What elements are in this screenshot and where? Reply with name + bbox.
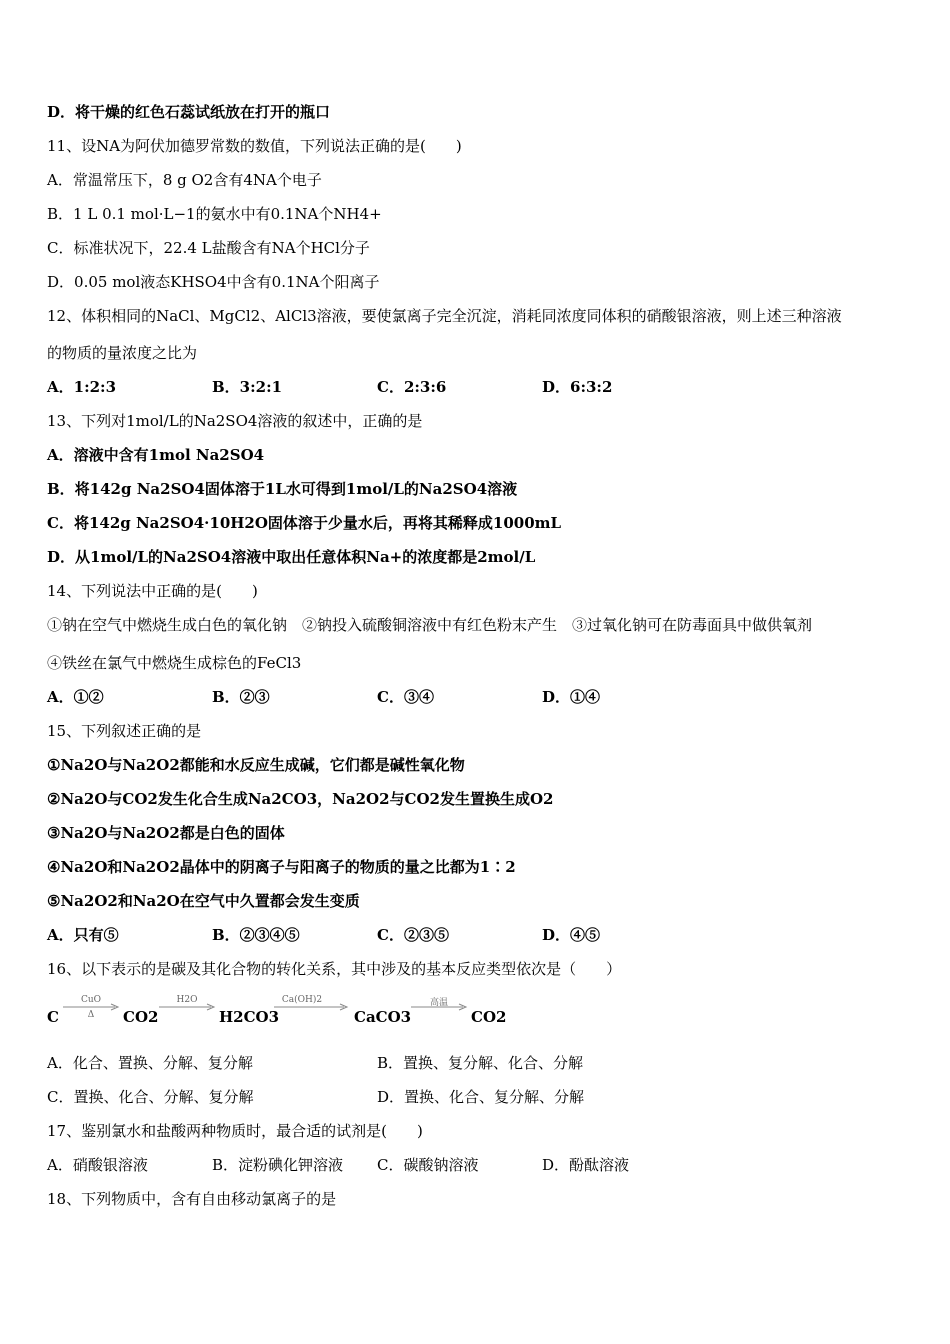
- arrow-2-icon: [157, 1001, 217, 1013]
- q11-option-c: C．标准状况下，22.4 L盐酸含有NA个HCl分子: [47, 239, 370, 257]
- species-co2-final: CO2: [471, 1008, 507, 1026]
- q14-option-c: C．③④: [377, 688, 434, 706]
- species-co2: CO2: [123, 1008, 159, 1026]
- q14-items-line2: ④铁丝在氯气中燃烧生成棕色的FeCl3: [47, 654, 302, 672]
- reaction-arrow-1: [61, 995, 121, 1035]
- q16-reaction-chain: [47, 995, 647, 1035]
- q11-option-b: B．1 L 0.1 mol·L−1的氨水中有0.1NA个NH4+: [47, 205, 382, 223]
- species-caco3: CaCO3: [354, 1008, 412, 1026]
- q12-stem-line2: 的物质的量浓度之比为: [47, 344, 198, 362]
- q13-option-b: B．将142g Na2SO4固体溶于1L水可得到1mol/L的Na2SO4溶液: [47, 480, 518, 498]
- q13-option-a: A．溶液中含有1mol Na2SO4: [47, 446, 265, 464]
- q17-option-a: A．硝酸银溶液: [47, 1156, 148, 1174]
- arrow-4-icon: [409, 1001, 469, 1013]
- q14-option-a: A．①②: [47, 688, 104, 706]
- q16-option-d: D．置换、化合、复分解、分解: [377, 1088, 585, 1106]
- species-c: C: [47, 1008, 59, 1026]
- reaction-arrow-3: [272, 995, 332, 1035]
- arrow-3-icon: [272, 1001, 352, 1013]
- q11-option-d: D．0.05 mol液态KHSO4中含有0.1NA个阳离子: [47, 273, 380, 291]
- q12-option-d: D．6:3:2: [542, 378, 613, 396]
- q16-stem: 16、以下表示的是碳及其化合物的转化关系，其中涉及的基本反应类型依次是（ ）: [47, 960, 622, 978]
- q15-item-4: ④Na2O和Na2O2晶体中的阴离子与阳离子的物质的量之比都为1∶2: [47, 858, 516, 876]
- q12-option-a: A．1:2:3: [47, 378, 117, 396]
- q15-item-1: ①Na2O与Na2O2都能和水反应生成碱，它们都是碱性氧化物: [47, 756, 465, 774]
- q15-option-b: B．②③④⑤: [212, 926, 300, 944]
- q15-option-a: A．只有⑤: [47, 926, 119, 944]
- q14-items-line1: ①钠在空气中燃烧生成白色的氧化钠 ②钠投入硫酸铜溶液中有红色粉末产生 ③过氧化钠可在防毒面具中做供氧剂: [47, 616, 813, 634]
- q15-item-3: ③Na2O与Na2O2都是白色的固体: [47, 824, 285, 842]
- arrow-3-top-label: Ca(OH)2: [281, 995, 323, 1005]
- q17-option-b: B．淀粉碘化钾溶液: [212, 1156, 344, 1174]
- q16-option-a: A．化合、置换、分解、复分解: [47, 1054, 253, 1072]
- q15-option-c: C．②③⑤: [377, 926, 449, 944]
- q18-stem: 18、下列物质中，含有自由移动氯离子的是: [47, 1190, 337, 1208]
- q13-option-c: C．将142g Na2SO4·10H2O固体溶于少量水后，再将其稀释成1000mL: [47, 514, 562, 532]
- q16-option-b: B．置换、复分解、化合、分解: [377, 1054, 584, 1072]
- q14-stem: 14、下列说法中正确的是( ): [47, 582, 258, 600]
- q13-option-d: D．从1mol/L的Na2SO4溶液中取出任意体积Na+的浓度都是2mol/L: [47, 548, 536, 566]
- arrow-2-top-label: H2O: [176, 995, 198, 1005]
- q11-stem: 11、设NA为阿伏加德罗常数的数值，下列说法正确的是( ): [47, 137, 462, 155]
- q15-stem: 15、下列叙述正确的是: [47, 722, 202, 740]
- q11-option-a: A．常温常压下，8 g O2含有4NA个电子: [47, 171, 322, 189]
- q12-stem-line1: 12、体积相同的NaCl、MgCl2、AlCl3溶液，要使氯离子完全沉淀，消耗同浓度同体积的硝酸银溶液，则上述三种溶液: [47, 307, 842, 325]
- species-h2co3: H2CO3: [219, 1008, 280, 1026]
- arrow-1-top-label: CuO: [80, 995, 102, 1005]
- q15-option-d: D．④⑤: [542, 926, 601, 944]
- q15-item-5: ⑤Na2O2和Na2O在空气中久置都会发生变质: [47, 892, 360, 910]
- q16-option-c: C．置换、化合、分解、复分解: [47, 1088, 254, 1106]
- q15-item-2: ②Na2O与CO2发生化合生成Na2CO3，Na2O2与CO2发生置换生成O2: [47, 790, 554, 808]
- q12-option-b: B．3:2:1: [212, 378, 283, 396]
- arrow-4-top-label: 高温: [429, 998, 448, 1008]
- q17-option-d: D．酚酞溶液: [542, 1156, 630, 1174]
- q17-option-c: C．碳酸钠溶液: [377, 1156, 479, 1174]
- q14-option-d: D．①④: [542, 688, 601, 706]
- arrow-1-bottom-label: Δ: [87, 1010, 95, 1020]
- q12-option-c: C．2:3:6: [377, 378, 447, 396]
- q13-stem: 13、下列对1mol/L的Na2SO4溶液的叙述中，正确的是: [47, 412, 423, 430]
- q17-stem: 17、鉴别氯水和盐酸两种物质时，最合适的试剂是( ): [47, 1122, 423, 1140]
- reaction-arrow-4: [409, 995, 469, 1035]
- q10-option-d: D．将干燥的红色石蕊试纸放在打开的瓶口: [47, 103, 331, 121]
- q14-option-b: B．②③: [212, 688, 270, 706]
- reaction-arrow-2: [157, 995, 217, 1035]
